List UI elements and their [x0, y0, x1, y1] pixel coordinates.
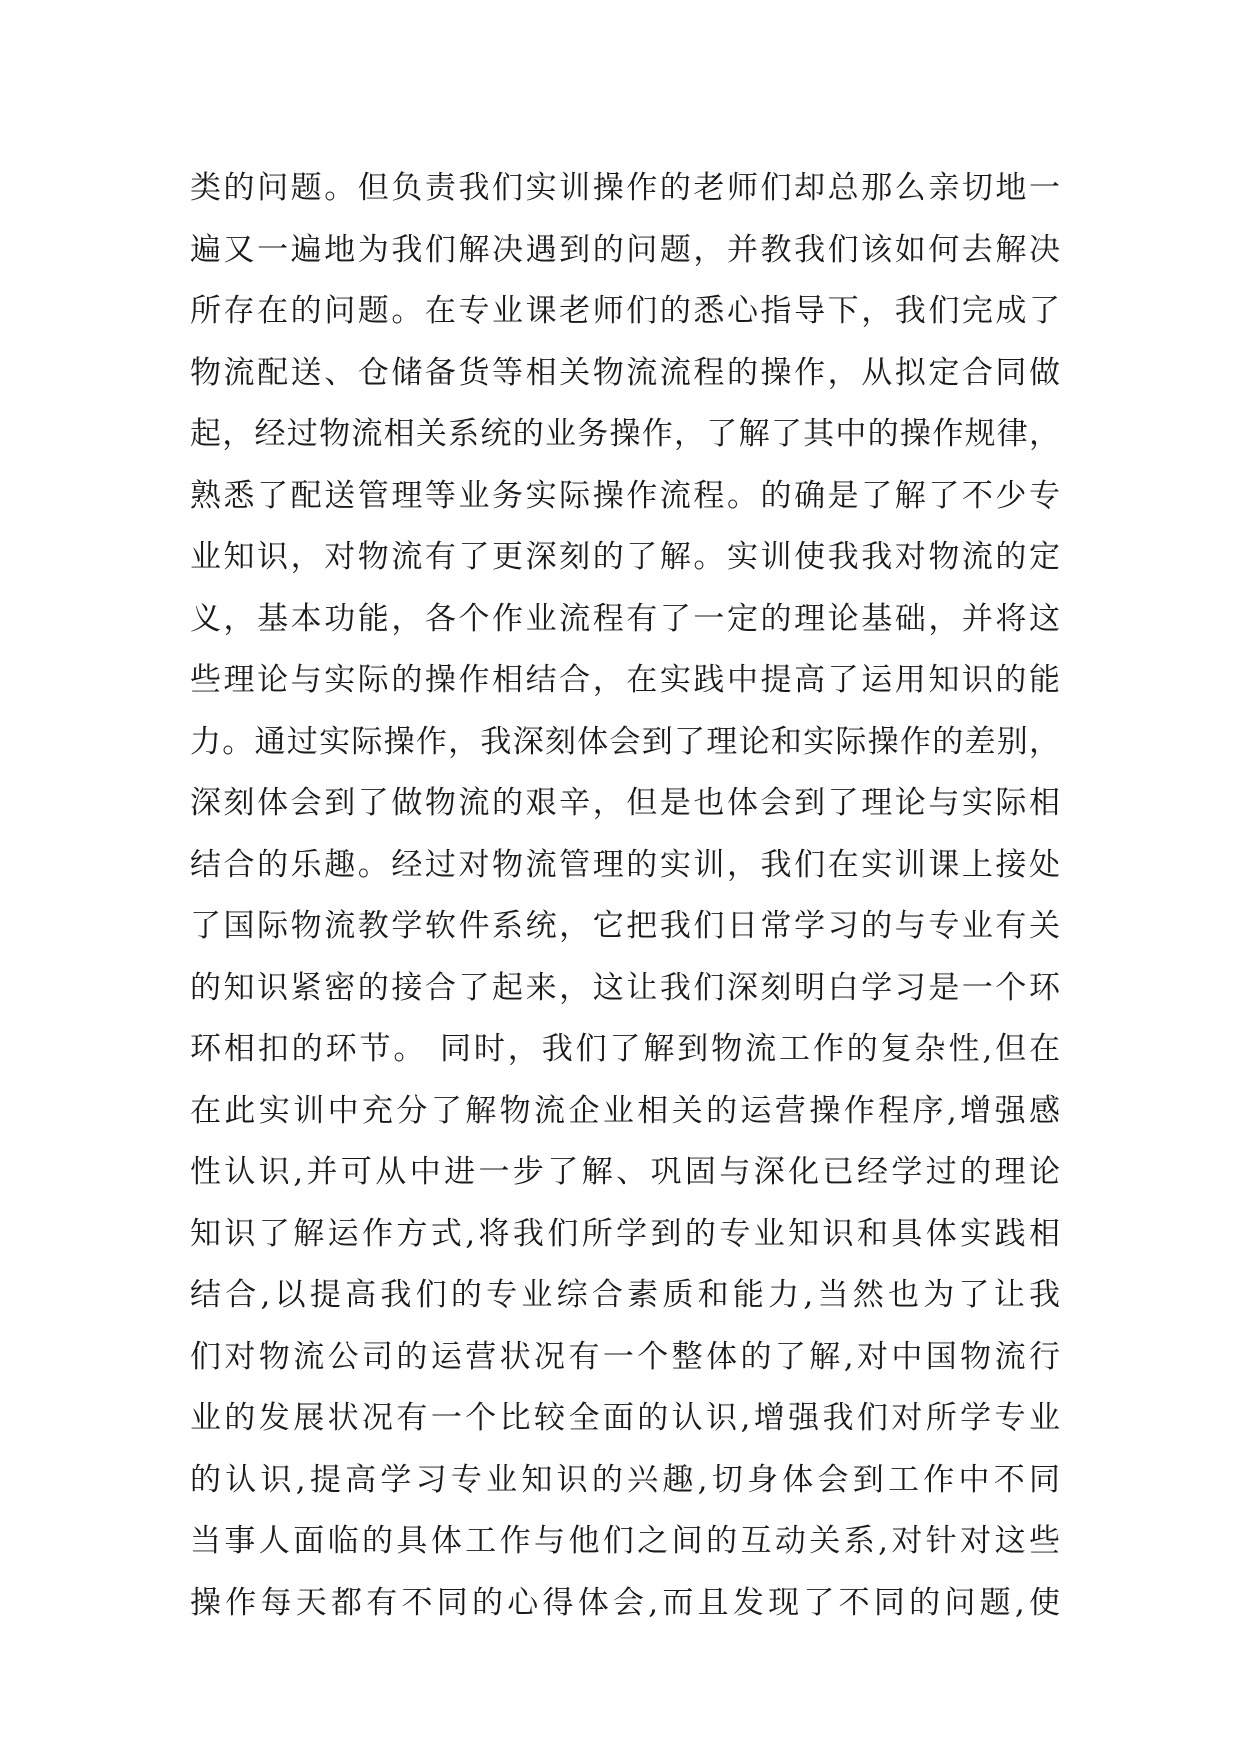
text-line: 深刻体会到了做物流的艰辛，但是也体会到了理论与实际相 [190, 785, 1060, 821]
body-text [190, 158, 1060, 1634]
text-line: 义，基本功能，各个作业流程有了一定的理论基础，并将这 [190, 600, 1060, 637]
text-line: 遍又一遍地为我们解决遇到的问题，并教我们该如何去解决 [190, 231, 1060, 268]
text-line: 结合的乐趣。经过对物流管理的实训，我们在实训课上接处 [190, 846, 1060, 883]
text-line: 知识了解运作方式,将我们所学到的专业知识和具体实践相 [190, 1215, 1060, 1252]
text-line: 操作每天都有不同的心得体会,而且发现了不同的问题,使 [190, 1584, 1060, 1621]
text-line: 的知识紧密的接合了起来，这让我们深刻明白学习是一个环 [190, 969, 1060, 1006]
text-line: 的认识,提高学习专业知识的兴趣,切身体会到工作中不同 [190, 1461, 1060, 1498]
text-line: 类的问题。但负责我们实训操作的老师们却总那么亲切地一 [190, 170, 1060, 206]
text-line: 在此实训中充分了解物流企业相关的运营操作程序,增强感 [190, 1092, 1060, 1129]
text-line: 性认识,并可从中进一步了解、巩固与深化已经学过的理论 [190, 1154, 1060, 1190]
text-line: 些理论与实际的操作相结合，在实践中提高了运用知识的能 [190, 662, 1060, 698]
text-line: 了国际物流教学软件系统，它把我们日常学习的与专业有关 [190, 908, 1060, 944]
text-line: 们对物流公司的运营状况有一个整体的了解,对中国物流行 [190, 1338, 1060, 1375]
text-line: 环相扣的环节。 同时，我们了解到物流工作的复杂性,但在 [190, 1031, 1060, 1067]
text-line: 物流配送、仓储备货等相关物流流程的操作，从拟定合同做 [190, 354, 1060, 391]
text-line: 结合,以提高我们的专业综合素质和能力,当然也为了让我 [190, 1277, 1060, 1313]
text-line: 业知识，对物流有了更深刻的了解。实训使我我对物流的定 [190, 539, 1060, 575]
text-line: 所存在的问题。在专业课老师们的悉心指导下，我们完成了 [190, 293, 1060, 329]
text-line: 起，经过物流相关系统的业务操作，了解了其中的操作规律， [190, 416, 1060, 452]
text-line: 力。通过实际操作，我深刻体会到了理论和实际操作的差别， [190, 723, 1060, 760]
text-line: 熟悉了配送管理等业务实际操作流程。的确是了解了不少专 [190, 477, 1060, 514]
text-line: 业的发展状况有一个比较全面的认识,增强我们对所学专业 [190, 1400, 1060, 1436]
text-line: 当事人面临的具体工作与他们之间的互动关系,对针对这些 [190, 1523, 1060, 1559]
